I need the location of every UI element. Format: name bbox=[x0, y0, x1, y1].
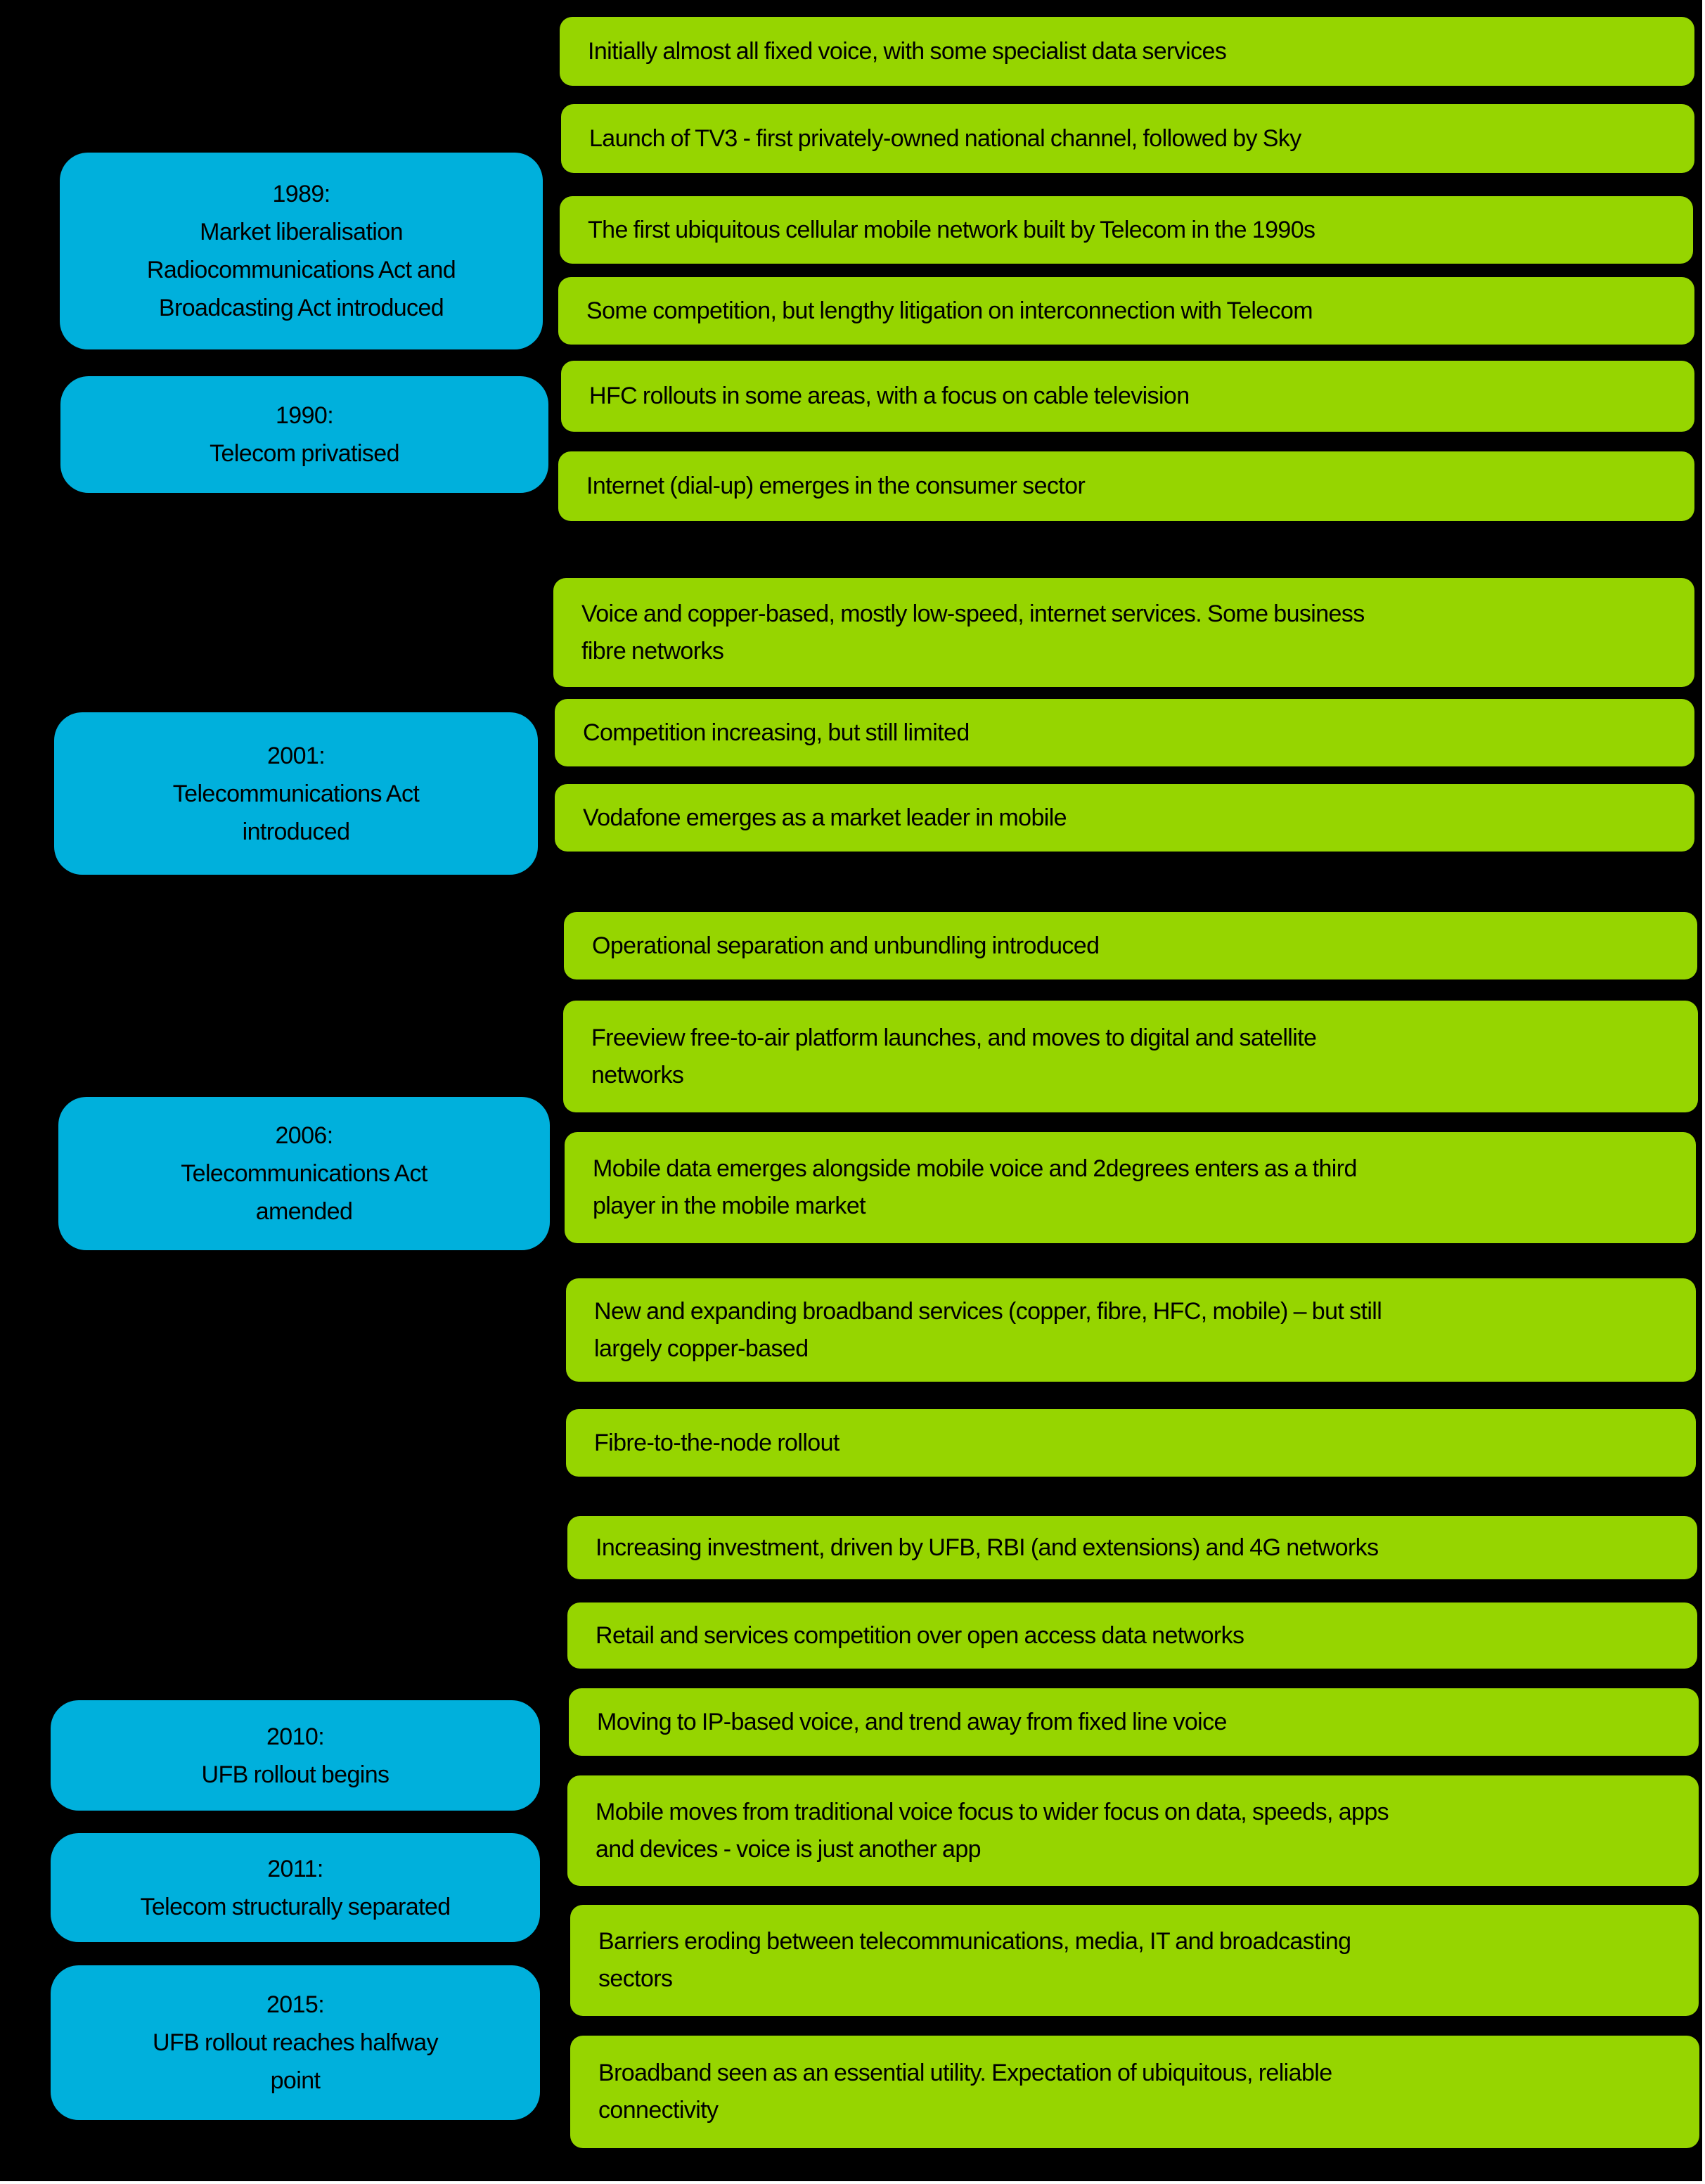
fact-text: player in the mobile market bbox=[593, 1193, 866, 1219]
event-text: Telecom structurally separated bbox=[140, 1893, 451, 1920]
event-text: Radiocommunications Act and bbox=[146, 257, 456, 283]
fact-box bbox=[565, 1132, 1696, 1243]
fact-box bbox=[553, 578, 1694, 687]
fact-box bbox=[564, 912, 1697, 979]
fact-box bbox=[567, 1516, 1697, 1579]
fact-box bbox=[558, 451, 1694, 521]
event-box-2015 bbox=[51, 1965, 540, 2120]
event-box-2011 bbox=[51, 1833, 540, 1942]
fact-text: Increasing investment, driven by UFB, RBI (and extensions) and 4G networks bbox=[596, 1534, 1379, 1561]
event-text: Telecom privatised bbox=[210, 440, 399, 467]
fact-text: Mobile moves from traditional voice focus to wider focus on data, speeds, apps bbox=[596, 1798, 1389, 1825]
fact-text: HFC rollouts in some areas, with a focus on cable television bbox=[589, 383, 1190, 409]
fact-text: Mobile data emerges alongside mobile voice and 2degrees enters as a third bbox=[593, 1155, 1357, 1182]
fact-text: sectors bbox=[598, 1965, 673, 1992]
fact-text: The first ubiquitous cellular mobile network built by Telecom in the 1990s bbox=[588, 216, 1315, 243]
fact-text: and devices - voice is just another app bbox=[596, 1835, 981, 1863]
event-year: 2010: bbox=[266, 1723, 325, 1750]
fact-text: New and expanding broadband services (copper, fibre, HFC, mobile) – but still bbox=[594, 1297, 1382, 1325]
fact-box bbox=[560, 196, 1693, 264]
fact-text: networks bbox=[591, 1061, 684, 1088]
event-year: 1989: bbox=[272, 181, 330, 207]
event-text: point bbox=[270, 2067, 321, 2094]
fact-box bbox=[566, 1409, 1696, 1477]
fact-box bbox=[560, 17, 1694, 86]
fact-text: Moving to IP-based voice, and trend away from fixed line voice bbox=[597, 1708, 1227, 1735]
event-text: introduced bbox=[242, 818, 350, 845]
fact-text: Retail and services competition over open access data networks bbox=[596, 1621, 1244, 1649]
fact-text: Freeview free-to-air platform launches, and moves to digital and satellite bbox=[591, 1024, 1317, 1051]
fact-text: Internet (dial-up) emerges in the consumer sector bbox=[586, 473, 1086, 499]
fact-box bbox=[570, 1905, 1699, 2016]
fact-text: fibre networks bbox=[581, 637, 724, 664]
event-year: 2006: bbox=[275, 1122, 333, 1149]
event-year: 2011: bbox=[267, 1855, 323, 1882]
fact-box bbox=[570, 2036, 1699, 2148]
event-text: UFB rollout reaches halfway bbox=[153, 2029, 438, 2056]
fact-box bbox=[555, 784, 1694, 852]
event-box-1990 bbox=[60, 376, 548, 493]
fact-text: Operational separation and unbundling introduced bbox=[592, 932, 1100, 959]
event-text: UFB rollout begins bbox=[201, 1761, 390, 1788]
fact-text: connectivity bbox=[598, 2097, 719, 2124]
fact-box bbox=[555, 699, 1694, 766]
fact-box bbox=[569, 1688, 1699, 1756]
event-year: 2015: bbox=[266, 1991, 325, 2018]
fact-box bbox=[561, 104, 1694, 173]
fact-text: Voice and copper-based, mostly low-speed, internet services. Some business bbox=[581, 600, 1365, 627]
fact-text: Competition increasing, but still limited bbox=[583, 719, 970, 746]
event-text: Telecommunications Act bbox=[181, 1160, 427, 1187]
fact-text: largely copper-based bbox=[594, 1335, 809, 1362]
fact-text: Fibre-to-the-node rollout bbox=[594, 1429, 839, 1456]
fact-box bbox=[567, 1775, 1699, 1886]
fact-box bbox=[558, 277, 1694, 345]
event-text: Broadcasting Act introduced bbox=[158, 295, 444, 321]
fact-text: Initially almost all fixed voice, with some specialist data services bbox=[588, 37, 1227, 65]
fact-box bbox=[563, 1001, 1698, 1112]
event-year: 2001: bbox=[266, 742, 326, 769]
fact-text: Launch of TV3 - first privately-owned national channel, followed by Sky bbox=[589, 124, 1301, 152]
event-box-2006 bbox=[58, 1097, 550, 1250]
fact-box bbox=[566, 1278, 1696, 1382]
event-box-1989 bbox=[60, 153, 543, 349]
event-box-2010 bbox=[51, 1700, 540, 1811]
event-text: amended bbox=[255, 1198, 353, 1225]
event-text: Telecommunications Act bbox=[172, 780, 420, 807]
fact-text: Broadband seen as an essential utility. Expectation of ubiquitous, reliable bbox=[598, 2060, 1332, 2086]
fact-text: Barriers eroding between telecommunications, media, IT and broadcasting bbox=[598, 1928, 1351, 1955]
event-text: Market liberalisation bbox=[200, 219, 403, 245]
fact-box bbox=[561, 361, 1694, 432]
event-year: 1990: bbox=[275, 402, 334, 429]
event-box-2001 bbox=[54, 712, 538, 875]
fact-text: Some competition, but lengthy litigation on interconnection with Telecom bbox=[586, 297, 1313, 324]
fact-box bbox=[567, 1602, 1697, 1669]
fact-text: Vodafone emerges as a market leader in mobile bbox=[583, 804, 1067, 831]
